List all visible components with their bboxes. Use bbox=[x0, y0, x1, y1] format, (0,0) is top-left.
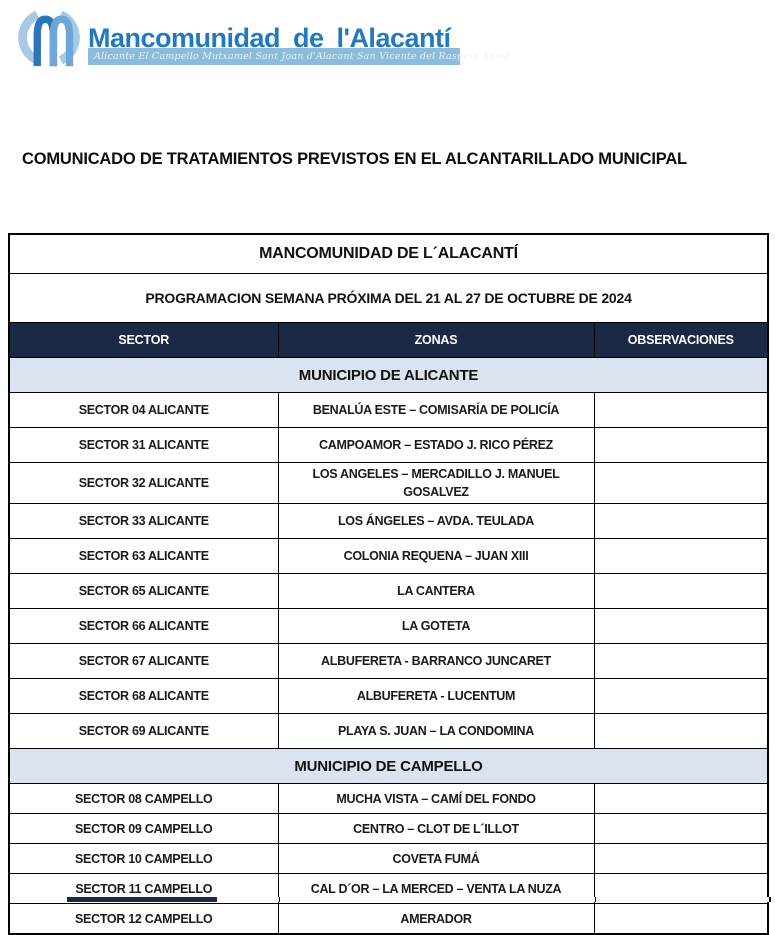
table-row bbox=[9, 609, 768, 644]
sector-cell: SECTOR 69 ALICANTE bbox=[9, 714, 278, 749]
table-title: MANCOMUNIDAD DE L´ALACANTÍ bbox=[9, 234, 768, 274]
sector-cell: SECTOR 32 ALICANTE bbox=[9, 463, 278, 504]
sector-cell: SECTOR 31 ALICANTE bbox=[9, 428, 278, 463]
observaciones-cell bbox=[594, 539, 768, 574]
table-row bbox=[9, 844, 768, 874]
zona-cell: BENALÚA ESTE – COMISARÍA DE POLICÍA bbox=[278, 393, 594, 428]
observaciones-cell bbox=[594, 504, 768, 539]
observaciones-cell bbox=[594, 609, 768, 644]
partial-next-row bbox=[8, 897, 771, 902]
logo-subtitle: Alicante El Campello Mutxamel Sant Joan d'Alacant San Vicente del Raspeig Agost bbox=[94, 50, 511, 62]
observaciones-cell bbox=[594, 679, 768, 714]
observaciones-cell bbox=[594, 814, 768, 844]
column-header-observaciones: OBSERVACIONES bbox=[594, 323, 768, 358]
zona-cell: ALBUFERETA - LUCENTUM bbox=[278, 679, 594, 714]
sector-cell: SECTOR 04 ALICANTE bbox=[9, 393, 278, 428]
observaciones-cell bbox=[594, 574, 768, 609]
mancomunidad-logo-icon bbox=[12, 6, 86, 72]
zona-cell: ALBUFERETA - BARRANCO JUNCARET bbox=[278, 644, 594, 679]
sector-cell: SECTOR 09 CAMPELLO bbox=[9, 814, 278, 844]
logo bbox=[12, 6, 511, 72]
sector-cell: SECTOR 67 ALICANTE bbox=[9, 644, 278, 679]
partial-next-row-bar bbox=[67, 897, 217, 902]
sector-cell: SECTOR 08 CAMPELLO bbox=[9, 784, 278, 814]
table-row bbox=[9, 679, 768, 714]
zona-cell: COVETA FUMÁ bbox=[278, 844, 594, 874]
section-title: MUNICIPIO DE ALICANTE bbox=[9, 358, 768, 393]
document-title: COMUNICADO DE TRATAMIENTOS PREVISTOS EN EL ALCANTARILLADO MUNICIPAL bbox=[22, 150, 687, 168]
sector-cell: SECTOR 11 CAMPELLO bbox=[9, 874, 278, 904]
zona-cell: AMERADOR bbox=[278, 904, 594, 935]
section-header-row bbox=[9, 749, 768, 784]
zona-cell: LA CANTERA bbox=[278, 574, 594, 609]
table-row bbox=[9, 714, 768, 749]
zona-cell: CAMPOAMOR – ESTADO J. RICO PÉREZ bbox=[278, 428, 594, 463]
table-row bbox=[9, 644, 768, 679]
sector-cell: SECTOR 12 CAMPELLO bbox=[9, 904, 278, 935]
zona-cell: COLONIA REQUENA – JUAN XIII bbox=[278, 539, 594, 574]
observaciones-cell bbox=[594, 904, 768, 935]
column-header-row bbox=[9, 323, 768, 358]
observaciones-cell bbox=[594, 714, 768, 749]
zona-cell: CAL D´OR – LA MERCED – VENTA LA NUZA bbox=[278, 874, 594, 904]
observaciones-cell bbox=[594, 463, 768, 504]
observaciones-cell bbox=[594, 844, 768, 874]
observaciones-cell bbox=[594, 428, 768, 463]
section-title: MUNICIPIO DE CAMPELLO bbox=[9, 749, 768, 784]
zona-cell: CENTRO – CLOT DE L´ILLOT bbox=[278, 814, 594, 844]
schedule-table-wrap bbox=[8, 233, 769, 935]
table-row bbox=[9, 504, 768, 539]
sector-cell: SECTOR 63 ALICANTE bbox=[9, 539, 278, 574]
table-row bbox=[9, 904, 768, 935]
zona-cell: LA GOTETA bbox=[278, 609, 594, 644]
table-row bbox=[9, 814, 768, 844]
sector-cell: SECTOR 66 ALICANTE bbox=[9, 609, 278, 644]
zona-cell: LOS ANGELES – MERCADILLO J. MANUEL GOSALVEZ bbox=[278, 463, 594, 504]
column-header-sector: SECTOR bbox=[9, 323, 278, 358]
table-row bbox=[9, 784, 768, 814]
sector-cell: SECTOR 10 CAMPELLO bbox=[9, 844, 278, 874]
table-row bbox=[9, 393, 768, 428]
table-row bbox=[9, 539, 768, 574]
table-body bbox=[9, 358, 768, 935]
sector-cell: SECTOR 65 ALICANTE bbox=[9, 574, 278, 609]
logo-title: Mancomunidad de l'Alacantí bbox=[88, 23, 451, 53]
table-subtitle: PROGRAMACION SEMANA PRÓXIMA DEL 21 AL 27 DE OCTUBRE DE 2024 bbox=[9, 274, 768, 323]
observaciones-cell bbox=[594, 784, 768, 814]
sector-cell: SECTOR 68 ALICANTE bbox=[9, 679, 278, 714]
zona-cell: LOS ÁNGELES – AVDA. TEULADA bbox=[278, 504, 594, 539]
sector-cell: SECTOR 33 ALICANTE bbox=[9, 504, 278, 539]
schedule-table bbox=[8, 233, 769, 935]
observaciones-cell bbox=[594, 644, 768, 679]
section-header-row bbox=[9, 358, 768, 393]
table-row bbox=[9, 574, 768, 609]
observaciones-cell bbox=[594, 393, 768, 428]
table-row bbox=[9, 428, 768, 463]
table-row bbox=[9, 463, 768, 504]
column-header-zonas: ZONAS bbox=[278, 323, 594, 358]
zona-cell: PLAYA S. JUAN – LA CONDOMINA bbox=[278, 714, 594, 749]
zona-cell: MUCHA VISTA – CAMÍ DEL FONDO bbox=[278, 784, 594, 814]
